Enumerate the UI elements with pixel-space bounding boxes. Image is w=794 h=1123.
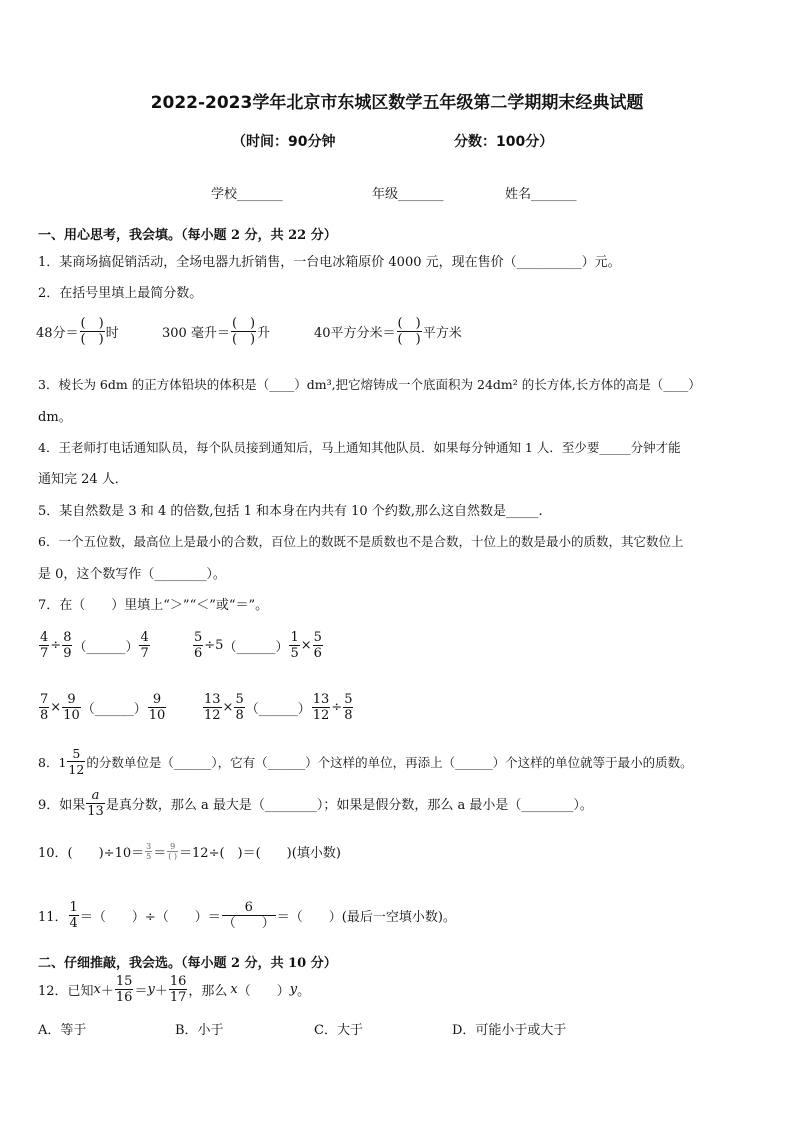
- numerator: 9: [67, 692, 76, 707]
- numerator: 3: [146, 842, 152, 851]
- numerator: ( ): [80, 316, 104, 331]
- numerator: 5: [344, 692, 353, 707]
- denominator: 5: [146, 852, 152, 861]
- question-9: [38, 788, 593, 819]
- denominator: 7: [40, 646, 49, 661]
- question-5: 5．某自然数是 3 和 4 的倍数,包括 1 和本身在内共有 10 个约数,那么这自然数是_____.: [38, 504, 543, 519]
- denominator: 5: [290, 646, 299, 661]
- q12-prefix: 12．已知: [38, 984, 94, 999]
- q11-middle: ＝（ ）÷（ ）＝: [79, 910, 221, 925]
- question-10: [38, 842, 341, 861]
- denominator: 8: [40, 708, 49, 723]
- section-2-heading: 二、仔细推敲，我会选。（每小题 2 分，共 10 分）: [38, 956, 337, 971]
- fraction: [167, 842, 178, 861]
- q11-prefix: 11．: [38, 910, 68, 925]
- denominator: 6: [313, 646, 322, 661]
- denominator: 8: [344, 708, 353, 723]
- numerator: 13: [204, 692, 221, 707]
- name-field: 姓名_______: [505, 187, 577, 202]
- page-title: 2022-2023学年北京市东城区数学五年级第二学期期末经典试题: [150, 93, 644, 113]
- variable-x: x: [93, 982, 101, 997]
- denominator: 9: [63, 646, 72, 661]
- numerator: 16: [169, 974, 187, 989]
- fraction: [139, 630, 149, 661]
- operator: ÷: [331, 700, 343, 715]
- denominator: ( ): [397, 332, 421, 347]
- question-3-line-1: 3．棱长为 6dm 的正方体铅块的体积是（____）dm³,把它熔铸成一个底面积为 24dm² 的长方体,长方体的高是（____）: [38, 377, 701, 392]
- option-d: D．可能小于或大于: [452, 1023, 567, 1038]
- option-b: B．小于: [175, 1023, 224, 1038]
- option-a: A．等于: [38, 1023, 87, 1038]
- numerator: 5: [72, 746, 81, 761]
- exam-time: （时间：90分钟: [232, 134, 336, 150]
- q2b-fraction: [231, 316, 256, 347]
- fraction: [145, 842, 152, 861]
- fraction: [289, 630, 299, 661]
- fraction: [115, 974, 134, 1005]
- q11-text: ＝（ ）(最后一空填小数)。: [276, 910, 456, 925]
- numerator: 8: [63, 630, 72, 645]
- q8-prefix: 8．1: [38, 754, 67, 770]
- question-2c: [314, 316, 462, 347]
- answer-blank: （ ）: [237, 984, 290, 999]
- denominator: 8: [235, 708, 244, 723]
- fraction: [86, 788, 105, 819]
- q2a-unit: 时: [105, 326, 119, 341]
- numerator: 1: [290, 630, 299, 645]
- denominator: 16: [115, 990, 133, 1005]
- q2c-unit: 平方米: [422, 326, 462, 341]
- question-2: 2．在括号里填上最简分数。: [38, 286, 203, 301]
- fraction: [62, 630, 72, 661]
- q12-text: ，那么: [188, 984, 228, 999]
- q10-prefix: 10．( )÷10＝: [38, 846, 145, 861]
- operator: ÷5: [204, 638, 224, 653]
- question-7: 7．在（ ）里填上“＞”“＜”或“＝”。: [38, 598, 269, 613]
- fraction: [234, 692, 244, 723]
- q7-item-4: [202, 692, 354, 723]
- denominator: ( ): [168, 852, 178, 861]
- q7-item-1: [38, 630, 151, 661]
- numerator: 4: [140, 630, 149, 645]
- grade-field: 年级_______: [372, 187, 444, 202]
- q9-text: 是真分数，那么 a 最大是（________）；如果是假分数，那么 a 最小是（________）。: [105, 798, 593, 813]
- denominator: 17: [169, 990, 187, 1005]
- question-6-line-2: 是 0，这个数写作（________）。: [38, 567, 226, 582]
- fraction: [343, 692, 353, 723]
- answer-blank: （______）: [245, 702, 311, 717]
- variable-y: y: [147, 982, 155, 997]
- operator: ＝: [134, 984, 148, 999]
- question-1: 1．某商场搞促销活动，全场电器九折销售，一台电冰箱原价 4000 元，现在售价（__________）元。: [38, 255, 621, 270]
- question-2a: [36, 316, 119, 347]
- denominator: 10: [63, 708, 80, 723]
- fraction: [193, 630, 203, 661]
- section-1-heading: 一、用心思考，我会填。（每小题 2 分，共 22 分）: [38, 228, 337, 243]
- operator: ＋: [154, 984, 168, 999]
- q2b-prefix: 300 毫升＝: [162, 326, 230, 341]
- denominator: 10: [148, 708, 166, 723]
- question-4-line-2: 通知完 24 人．: [38, 472, 128, 487]
- operator: ÷: [50, 638, 62, 653]
- question-8: [38, 746, 693, 777]
- fraction: [222, 900, 276, 931]
- school-field: 学校_______: [211, 187, 283, 202]
- numerator: 9: [152, 692, 162, 707]
- denominator: 6: [194, 646, 203, 661]
- numerator: a: [91, 788, 100, 803]
- fraction: [312, 692, 331, 723]
- numerator: 5: [313, 630, 322, 645]
- q9-prefix: 9．如果: [38, 798, 86, 813]
- fraction: [313, 630, 323, 661]
- question-3-line-2: dm。: [38, 410, 72, 425]
- denominator: 4: [69, 916, 78, 931]
- fraction: [39, 692, 49, 723]
- question-11: [38, 900, 456, 931]
- fraction: [39, 630, 49, 661]
- numerator: 6: [244, 900, 253, 915]
- operator: ×: [300, 638, 312, 653]
- q2b-unit: 升: [257, 326, 271, 341]
- q7-item-3: [38, 692, 167, 723]
- operator: ×: [222, 700, 234, 715]
- question-6-line-1: 6．一个五位数，最高位上是最小的合数，百位上的数既不是质数也不是合数，十位上的数是最小的质数，其它数位上: [38, 534, 684, 549]
- denominator: 12: [204, 708, 221, 723]
- fraction: [62, 692, 81, 723]
- q2c-fraction: [397, 316, 422, 347]
- numerator: 9: [170, 842, 176, 851]
- numerator: 5: [235, 692, 244, 707]
- q7-item-2: [192, 630, 324, 661]
- variable-x: x: [230, 982, 238, 997]
- answer-blank: （______）: [73, 640, 139, 655]
- numerator: 4: [40, 630, 49, 645]
- fraction: [69, 900, 79, 931]
- numerator: ( ): [231, 316, 256, 331]
- numerator: 7: [40, 692, 49, 707]
- variable-y: y: [289, 982, 298, 997]
- denominator: （ ）: [222, 916, 275, 931]
- fraction: [148, 692, 167, 723]
- q2a-fraction: [80, 316, 105, 347]
- fraction: [67, 746, 85, 777]
- numerator: 5: [194, 630, 203, 645]
- option-c: C．大于: [314, 1023, 363, 1038]
- exam-score: 分数：100分）: [454, 134, 554, 150]
- numerator: ( ): [397, 316, 421, 331]
- operator: ＝: [153, 846, 167, 861]
- denominator: 12: [312, 708, 330, 723]
- operator: ＋: [100, 984, 114, 999]
- q8-text: 的分数单位是（______），它有（______）个这样的单位，再添上（______）个这样的单位就等于最小的质数。: [86, 754, 693, 770]
- answer-blank: （______）: [81, 702, 147, 717]
- numerator: 13: [312, 692, 330, 707]
- denominator: 7: [140, 646, 149, 661]
- question-4-line-1: 4．王老师打电话通知队员，每个队员接到通知后，马上通知其他队员．如果每分钟通知 1 人．至少要_____分钟才能: [38, 440, 681, 455]
- fraction: [203, 692, 222, 723]
- operator: ×: [50, 700, 62, 715]
- q2c-prefix: 40平方分米＝: [314, 326, 396, 341]
- fraction: [169, 974, 188, 1005]
- denominator: ( ): [231, 332, 256, 347]
- q12-end: 。: [297, 984, 311, 999]
- denominator: 13: [87, 804, 104, 819]
- denominator: ( ): [80, 332, 104, 347]
- question-2b: [162, 316, 270, 347]
- numerator: 15: [115, 974, 133, 989]
- denominator: 12: [68, 762, 85, 777]
- q10-text: ＝12÷( )＝( )(填小数): [179, 846, 341, 861]
- question-12: [38, 974, 310, 1005]
- numerator: 1: [69, 900, 78, 915]
- q2a-prefix: 48分＝: [36, 326, 79, 341]
- answer-blank: （______）: [223, 640, 289, 655]
